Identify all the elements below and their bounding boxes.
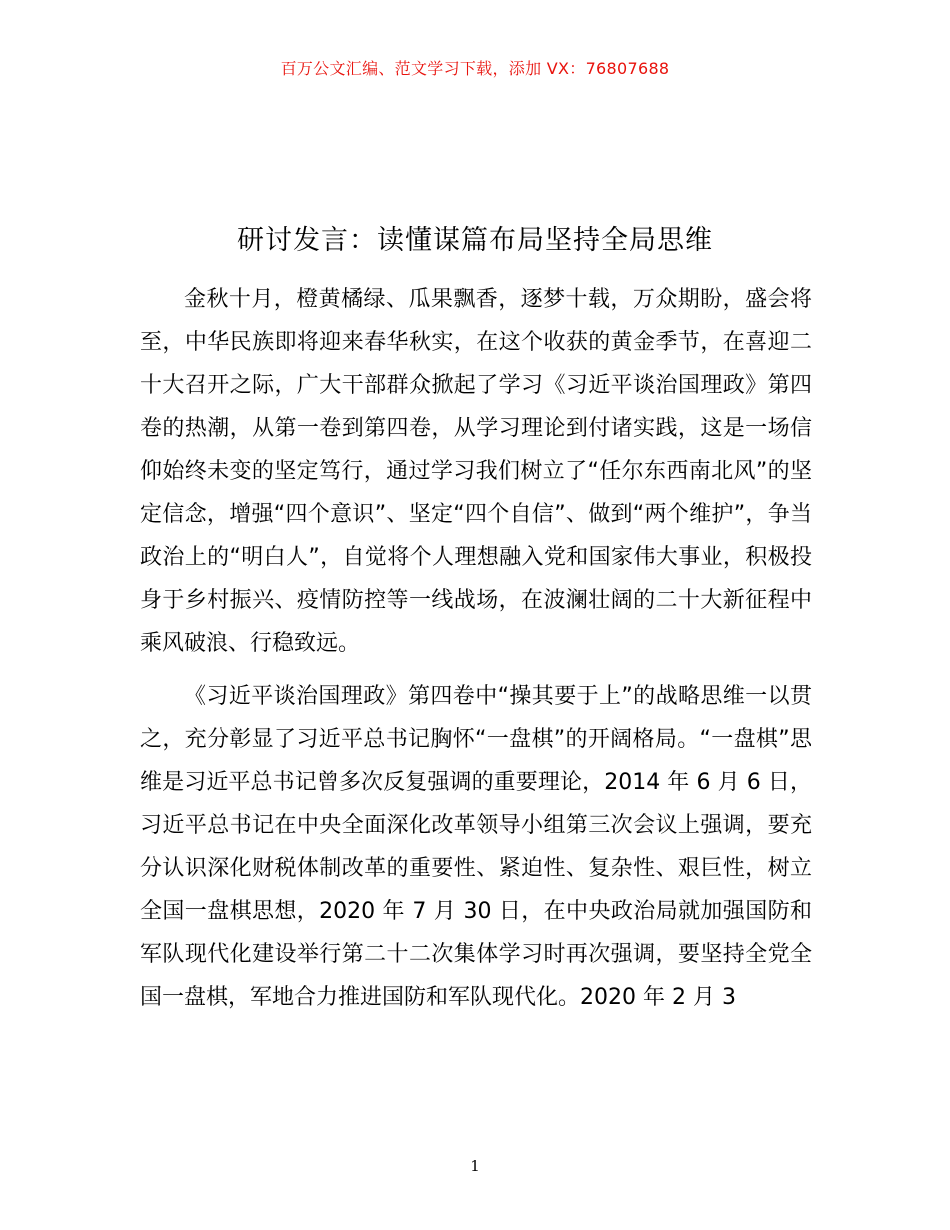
document-title: 研讨发言：读懂谋篇布局坚持全局思维 — [237, 225, 713, 256]
document-body — [140, 278, 812, 1019]
paragraph: 金秋十月，橙黄橘绿、瓜果飘香，逐梦十载，万众期盼，盛会将至，中华民族即将迎来春华秋实，在这个收获的黄金季节，在喜迎二十大召开之际，广大干部群众掀起了学习《习近平谈治国理政》第四卷的热潮，从第一卷到第四卷，从学习理论到付诸实践，这是一场信仰始终未变的坚定笃行，通过学习我们树立了“任尔东西南北风”的坚定信念，增强“四个意识”、坚定“四个自信”、做到“两个维护”，争当政治上的“明白人”，自觉将个人理想融入党和国家伟大事业，积极投身于乡村振兴、疫情防控等一线战场，在波澜壮阔的二十大新征程中乘风破浪、行稳致远。 — [140, 287, 812, 656]
paragraph: 《习近平谈治国理政》第四卷中“操其要于上”的战略思维一以贯之，充分彰显了习近平总书记胸怀“一盘棋”的开阔格局。“一盘棋”思维是习近平总书记曾多次反复强调的重要理论，2014 年 6 月 6 日，习近平总书记在中央全面深化改革领导小组第三次会议上强调，要充分认识深化财税体制改革的重要性、紧迫性、复杂性、艰巨性，树立全国一盘棋思想，2020 年 7 月 30 日，在中央政治局就加强国防和军队现代化建设举行第二十二次集体学习时再次强调，要坚持全党全国一盘棋，军地合力推进国防和军队现代化。2020 年 2 月 3 — [140, 684, 812, 1010]
header-banner: 百万公文汇编、范文学习下载，添加 VX：76807688 — [280, 59, 670, 78]
page-number: 1 — [470, 1157, 480, 1175]
